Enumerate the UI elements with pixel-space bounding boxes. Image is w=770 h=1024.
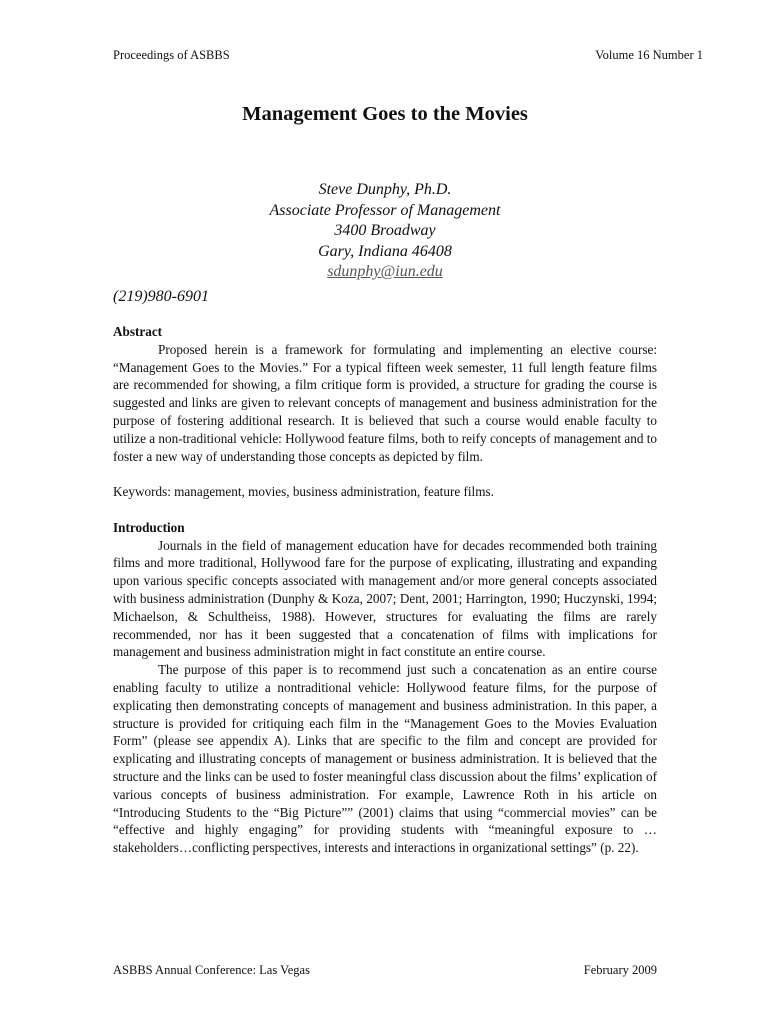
footer-conference: ASBBS Annual Conference: Las Vegas — [113, 963, 310, 977]
author-email-link[interactable]: sdunphy@iun.edu — [327, 263, 443, 280]
running-header — [113, 47, 703, 63]
keywords: Keywords: management, movies, business administration, feature films. — [113, 484, 494, 500]
introduction-paragraph-2: The purpose of this paper is to recommend just such a concatenation as an entire course enabling faculty to utilize a nontraditional vehicle: Hollywood feature films, for the purpose of explicating then demonstrating concepts of management and business administration. In this paper, a structure is provided for critiquing each film in the “Management Goes to the Movies Evaluation Form” (please see appendix A). Links that are specific to the film and concept are provided for explicating and illustrating concepts of management or business administration. It is believed that the structure and the links can be used to foster meaningful class discussion about the films’ explication of various concepts of business administration. For example, Lawrence Roth in his article on “Introducing Students to the “Big Picture”” (2001) claims that using “commercial movies” can be “effective and highly engaging” for providing students with “meaningful exposure to …stakeholders…conflicting perspectives, interests and interactions in organizational settings” (p. 22). — [113, 662, 657, 856]
introduction-heading: Introduction — [113, 519, 185, 535]
author-block — [0, 180, 770, 283]
author-city: Gary, Indiana 46408 — [318, 242, 452, 260]
author-position: Associate Professor of Management — [269, 201, 501, 219]
page-footer — [113, 962, 657, 978]
header-proceedings: Proceedings of ASBBS — [113, 48, 230, 62]
footer-date: February 2009 — [583, 963, 657, 977]
abstract-heading: Abstract — [113, 324, 163, 339]
paper-body — [113, 323, 657, 857]
author-phone: (219)980-6901 — [113, 288, 209, 305]
introduction-paragraph-1: Journals in the field of management education have for decades recommended both training films and more traditional, Hollywood fare for the purpose of explicating, illustrating and expanding upon various specific concepts associated with management and/or more general concepts associated with business administration (Dunphy & Koza, 2007; Dent, 2001; Harrington, 1990; Huczynski, 1994; Michaelson, & Schultheiss, 1988). However, structures for evaluating the films are rarely recommended, nor has it been suggested that a concatenation of films with implications for management and business administration might in fact constitute an entire course. — [113, 537, 657, 660]
header-volume: Volume 16 Number 1 — [595, 48, 703, 62]
author-street: 3400 Broadway — [334, 222, 436, 239]
author-name: Steve Dunphy, Ph.D. — [318, 181, 452, 198]
abstract-text: Proposed herein is a framework for formulating and implementing an elective course: “Management Goes to the Movies.” For a typical fifteen week semester, 11 full length feature films are recommended for showing, a film critique form is provided, a structure for grading the course is suggested and links are given to relevant concepts of management and business administration for the purpose of fostering additional research. It is believed that such a course would enable faculty to utilize a non-traditional vehicle: Hollywood feature films, both to reify concepts of management and to foster a new way of understanding those concepts as depicted by film. — [113, 341, 657, 464]
paper-title: Management Goes to the Movies — [242, 103, 528, 125]
